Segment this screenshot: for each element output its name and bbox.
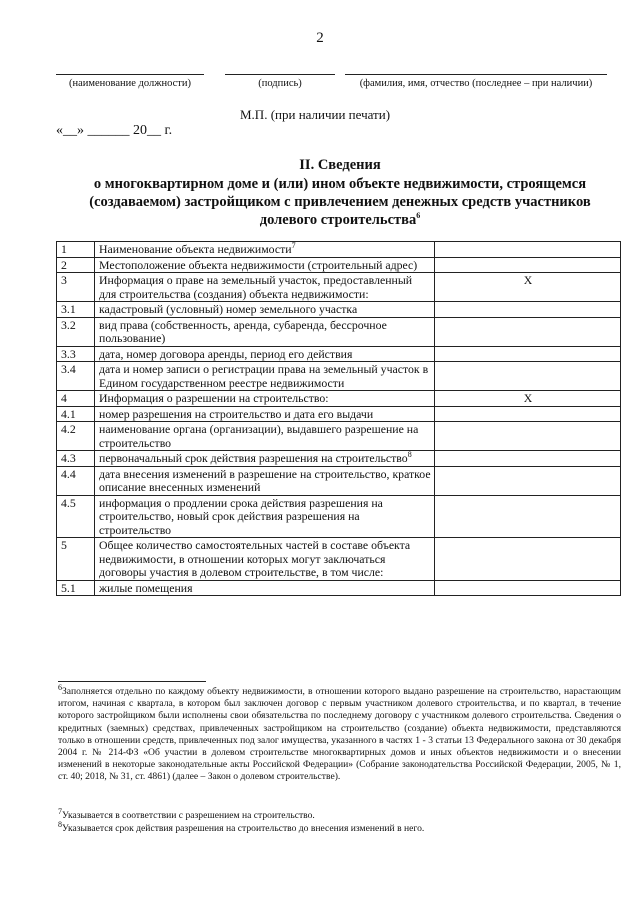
info-table-body [57, 242, 621, 596]
table-row [57, 422, 621, 451]
row-number: 3 [57, 273, 95, 302]
row-number: 3.2 [57, 317, 95, 346]
row-label-cell [95, 495, 435, 538]
page-number: 2 [316, 30, 324, 46]
row-label-cell [95, 273, 435, 302]
table-row [57, 451, 621, 467]
footnote-mark: 7 [58, 806, 62, 816]
row-number: 3.3 [57, 346, 95, 362]
row-number: 3.4 [57, 362, 95, 391]
row-value [435, 346, 621, 362]
row-value [435, 422, 621, 451]
section-title: II. Сведения [299, 157, 381, 173]
table-row [57, 302, 621, 318]
name-label: (фамилия, имя, отчество (последнее – при наличии) [359, 78, 593, 89]
row-label-cell [95, 422, 435, 451]
section-subtitle-line-3 [40, 212, 640, 229]
name-line [345, 74, 607, 75]
row-value: X [435, 391, 621, 407]
footnote-7 [58, 806, 621, 822]
row-label: номер разрешения на строительство и дата его выдачи [99, 406, 374, 421]
row-label-cell [95, 302, 435, 318]
row-label: вид права (собственность, аренда, субаренда, бессрочное пользование) [99, 317, 387, 345]
row-value: X [435, 273, 621, 302]
row-number: 4.5 [57, 495, 95, 538]
row-label: Наименование объекта недвижимости [99, 242, 292, 256]
footnote-mark: 6 [58, 682, 62, 692]
row-label: Местоположение объекта недвижимости (строительный адрес) [99, 257, 418, 272]
table-row [57, 580, 621, 596]
table-row [57, 257, 621, 273]
row-label-cell [95, 538, 435, 581]
table-row [57, 406, 621, 422]
row-label-cell [95, 580, 435, 596]
row-label-cell [95, 317, 435, 346]
row-number: 2 [57, 257, 95, 273]
date-line: «__» ______ 20__ г. [56, 123, 173, 138]
row-number: 4.1 [57, 406, 95, 422]
info-table [56, 241, 621, 596]
signature-line [225, 74, 335, 75]
row-label: Информация о праве на земельный участок, предоставленный для строительства (создания) объекта недвижимости: [99, 273, 413, 301]
row-label: Общее количество самостоятельных частей в составе объекта недвижимости, в отношении которых могут заключаться договоры участия в долевом строительстве, в том числе: [99, 538, 411, 579]
row-label: кадастровый (условный) номер земельного участка [99, 302, 358, 316]
footnote-ref-6: 6 [416, 211, 421, 221]
stamp-placeholder: М.П. (при наличии печати) [240, 107, 391, 122]
table-row [57, 362, 621, 391]
row-label-cell [95, 466, 435, 495]
row-label: дата, номер договора аренды, период его действия [99, 346, 353, 361]
section-subtitle-line-1: о многоквартирном доме и (или) ином объекте недвижимости, строящемся [93, 176, 587, 192]
row-value [435, 495, 621, 538]
row-value [435, 466, 621, 495]
row-value [435, 538, 621, 581]
table-row [57, 466, 621, 495]
row-number: 4.3 [57, 451, 95, 467]
row-label: Информация о разрешении на строительство: [99, 391, 329, 405]
footnote-text: Указывается в соответствии с разрешением на строительство. [62, 810, 315, 821]
footnote-6 [58, 682, 621, 784]
row-value [435, 451, 621, 467]
row-label: жилые помещения [99, 580, 193, 595]
row-value [435, 317, 621, 346]
footnote-text: Заполняется отдельно по каждому объекту недвижимости, в отношении которого выдано разрешение на строительство, нарастающим итогом, начиная с квартала, в котором был заключен договор с первым участником долевого строительства, и по квартал, в течение которого застройщиком были исполнены свои обязательства по последнему договору с участником долевого строительства. Сведения о кредитных (заемных) средствах, привлеченных застройщиком на строительство (создание) объекта недвижимости, представляются только в отношении средств, привлеченных под залог имущества, указанного в частях 1 - 3 статьи 13 Федерального закона от 30 декабря 2004 г. № 214-ФЗ «Об участии в долевом строительстве многоквартирных домов и иных объектов недвижимости и о внесении изменений в некоторые законодательные акты Российской Федерации» (Собрание законодательства Российской Федерации, 2005, № 1, ст. 40; 2018, № 31, ст. 4861) (далее – Закон о долевом строительстве). [58, 686, 621, 783]
row-number: 3.1 [57, 302, 95, 318]
row-label-cell [95, 242, 435, 258]
row-label: первоначальный срок действия разрешения на строительство [99, 451, 408, 465]
footnote-separator [58, 681, 206, 682]
row-label-cell [95, 362, 435, 391]
table-row [57, 242, 621, 258]
table-row [57, 538, 621, 581]
position-line [56, 74, 204, 75]
section-subtitle-text: долевого строительства [259, 212, 417, 228]
signature-label: (подпись) [258, 78, 302, 89]
position-label: (наименование должности) [68, 78, 192, 89]
row-value [435, 362, 621, 391]
row-label-cell [95, 257, 435, 273]
section-subtitle-line-2: (создаваемом) застройщиком с привлечением денежных средств участников [89, 194, 591, 210]
row-number: 5 [57, 538, 95, 581]
table-row [57, 273, 621, 302]
row-label-cell [95, 406, 435, 422]
row-label-cell [95, 451, 435, 467]
row-value [435, 406, 621, 422]
footnote-ref: 7 [291, 241, 296, 251]
row-value [435, 302, 621, 318]
row-number: 5.1 [57, 580, 95, 596]
row-value [435, 257, 621, 273]
footnote-text: Указывается срок действия разрешения на строительство до внесения изменений в него. [62, 823, 425, 834]
footnote-mark: 8 [58, 819, 62, 829]
row-number: 4 [57, 391, 95, 407]
row-label: дата и номер записи о регистрации права на земельный участок в Едином государственном реестре недвижимости [99, 362, 429, 390]
footnote-ref: 8 [407, 450, 412, 460]
row-number: 4.2 [57, 422, 95, 451]
table-row [57, 391, 621, 407]
row-label: информация о продлении срока действия разрешения на строительство, новый срок действия разрешения на строительство [99, 495, 383, 537]
table-row [57, 346, 621, 362]
row-number: 1 [57, 242, 95, 258]
table-row [57, 495, 621, 538]
footnote-8 [58, 819, 621, 835]
row-label-cell [95, 346, 435, 362]
table-row [57, 317, 621, 346]
row-label-cell [95, 391, 435, 407]
row-value [435, 242, 621, 258]
row-label: наименование органа (организации), выдавшего разрешение на строительство [99, 422, 419, 450]
row-value [435, 580, 621, 596]
row-number: 4.4 [57, 466, 95, 495]
row-label: дата внесения изменений в разрешение на строительство, краткое описание внесенных изменений [99, 466, 431, 494]
